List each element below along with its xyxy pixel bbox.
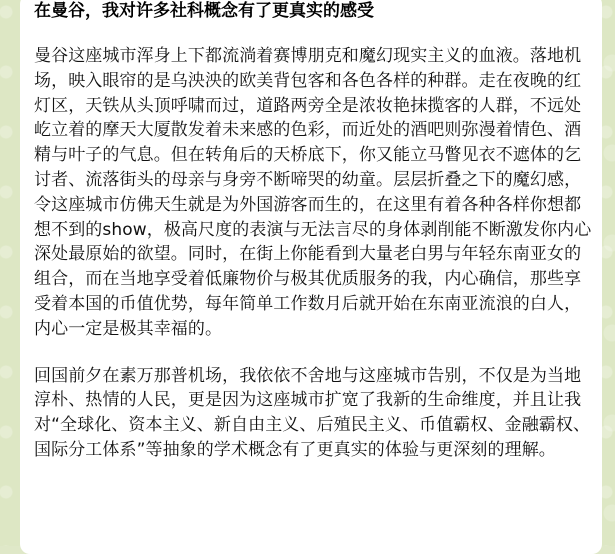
message-paragraph-2: 回国前夕在素万那普机场，我依依不舍地与这座城市告别，不仅是为当地淳朴、热情的人民，更是因为这座城市扩宽了我新的生命维度，并且让我对“全球化、资本主义、新自由主义、后殖民主义、币值霸权、金融霸权、国际分工体系”等抽象的学术概念有了更真实的体验与更深刻的理解。 — [34, 365, 591, 460]
message-bubble[interactable] — [20, 0, 602, 554]
message-paragraph-1: 曼谷这座城市浑身上下都流淌着赛博朋克和魔幻现实主义的血液。落地机场，映入眼帘的是乌泱泱的欧美背包客和各色各样的种群。走在夜晚的红灯区，天铁从头顶呼啸而过，道路两旁全是浓妆艳抹揽客的人群，不远处屹立着的摩天大厦散发着未来感的色彩，而近处的酒吧则弥漫着情色、酒精与叶子的气息。但在转角后的天桥底下，你又能立马瞥见衣不遮体的乞讨者、流落街头的母亲与身旁不断啼哭的幼童。层层折叠之下的魔幻感，令这座城市仿佛天生就是为外国游客而生的，在这里有着各种各样你想都想不到的show，极高尺度的表演与无法言尽的身体剥削能不断激发你内心深处最原始的欲望。同时，在街上你能看到大量老白男与年轻东南亚女的组合，而在当地享受着低廉物价与极其优质服务的我，内心确信，那些享受着本国的币值优势，每年简单工作数月后就开始在东南亚流浪的白人，内心一定是极其幸福的。 — [34, 46, 592, 339]
message-title: 在曼谷，我对许多社科概念有了更真实的感受 — [34, 1, 374, 21]
